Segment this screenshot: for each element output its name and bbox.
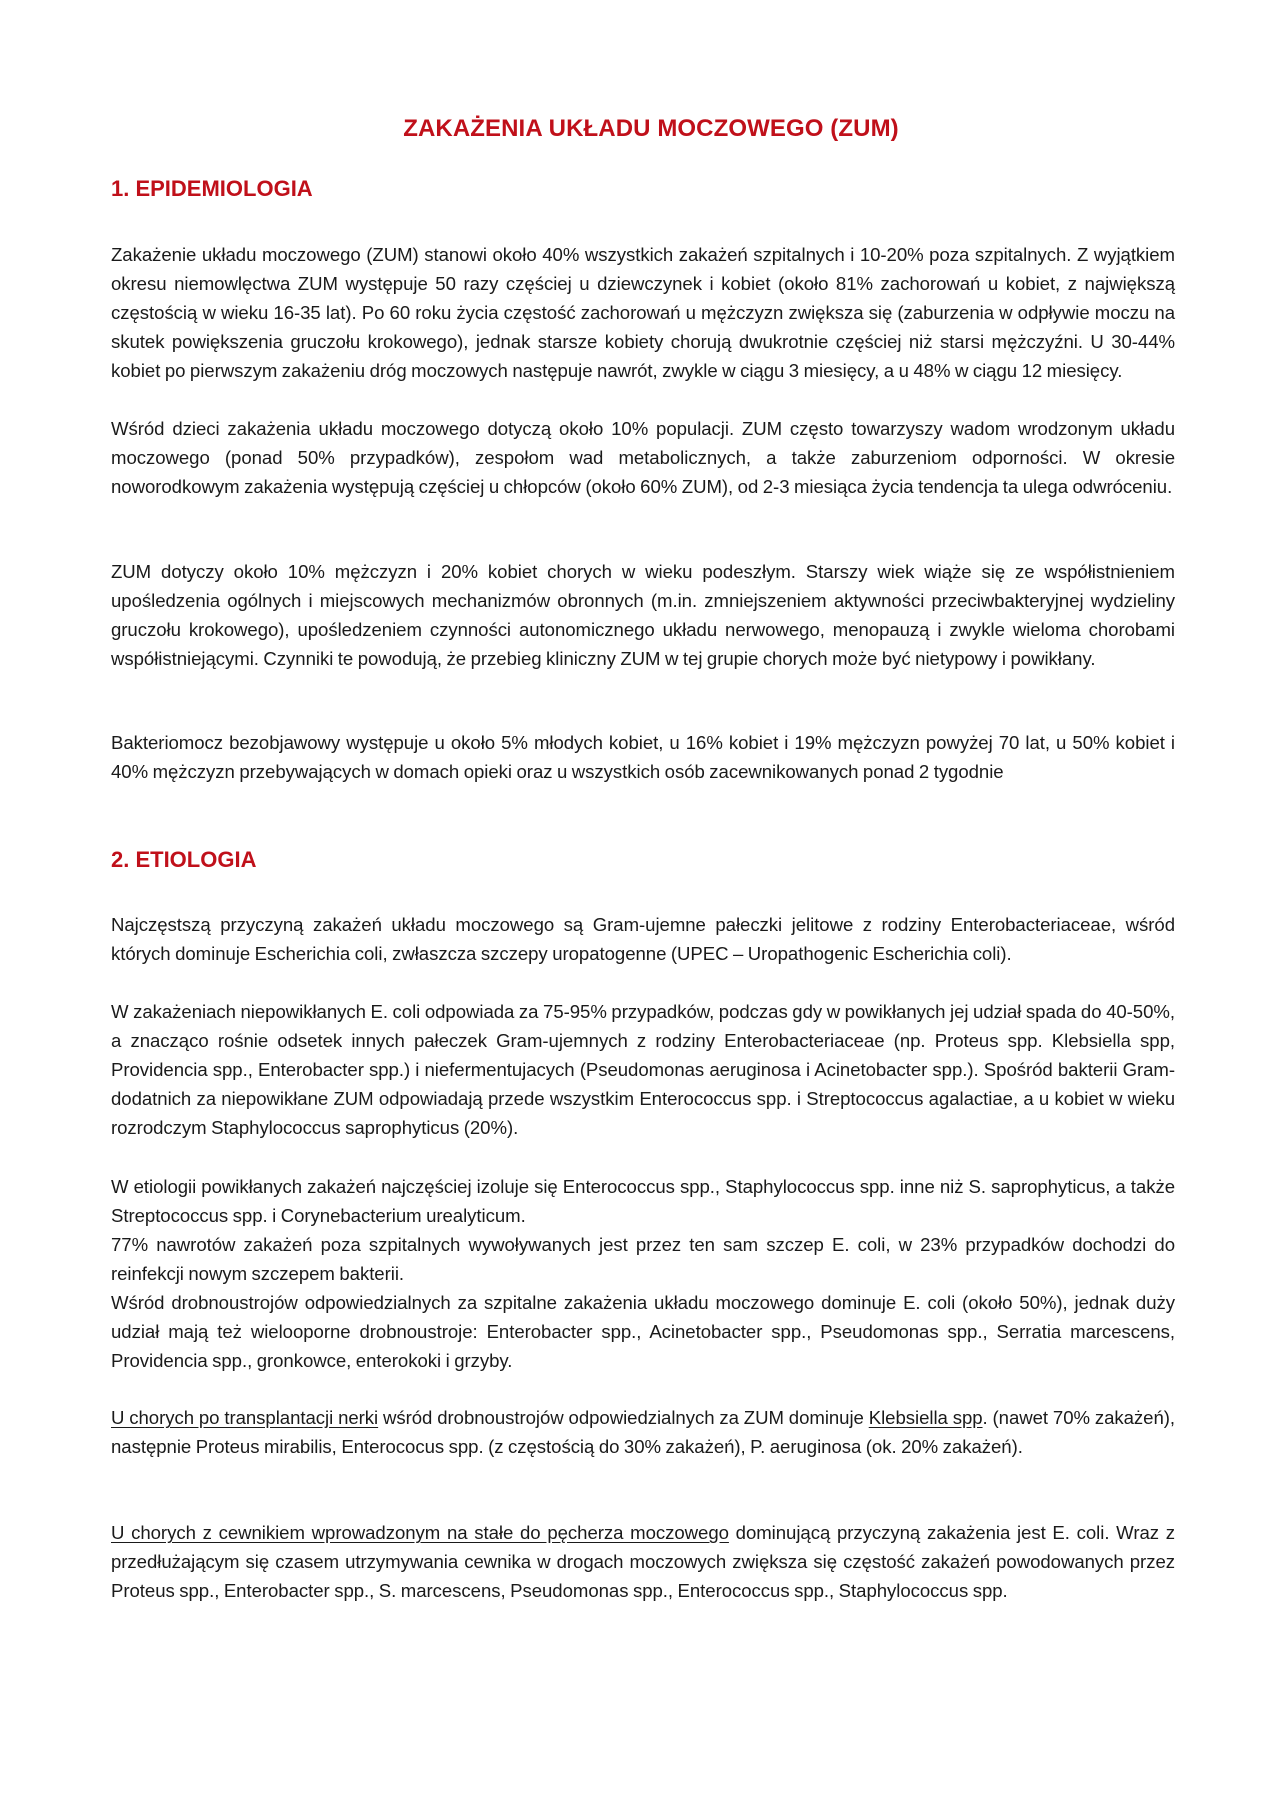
catheter-text-rest: dominującą przyczyną zakażenia jest E. coli. Wraz z przedłużającym się czasem utrzymywania cewnika w drogach moczowych zwiększa się częstość zakażeń powodowanych przez Proteus spp., Enterobacter spp., S. marcescens, Pseudomonas spp., Enterococcus spp., Staphylococcus spp. [111, 1522, 1175, 1602]
section-heading-etiologia: 2. ETIOLOGIA [111, 847, 257, 872]
paragraph-epidemiologia-2: Wśród dzieci zakażenia układu moczowego dotyczą około 10% populacji. ZUM często towarzyszy wadom wrodzonym układu moczowego (ponad 50% przypadków), zespołom wad metabolicznych, a także zaburzeniom odporności. W okresie noworodkowym zakażenia występują częściej u chłopców (około 60% ZUM), od 2-3 miesiąca życia tendencja ta ulega odwróceniu. [111, 418, 1175, 498]
section-heading-epidemiologia: 1. EPIDEMIOLOGIA [111, 176, 313, 201]
paragraph-etiologia-1: Najczęstszą przyczyną zakażeń układu moczowego są Gram-ujemne pałeczki jelitowe z rodziny Enterobacteriaceae, wśród których dominuje Escherichia coli, zwłaszcza szczepy uropatogenne (UPEC – Uropathogenic Escherichia coli). [111, 914, 1175, 965]
transplant-text-mid: wśród drobnoustrojów odpowiedzialnych za ZUM dominuje [378, 1407, 869, 1428]
paragraph-etiologia-2: W zakażeniach niepowikłanych E. coli odpowiada za 75-95% przypadków, podczas gdy w powikłanych jej udział spada do 40-50%, a znacząco rośnie odsetek innych pałeczek Gram-ujemnych z rodziny Enterobacteriaceae (np. Proteus spp. Klebsiella spp, Providencia spp., Enterobacter spp.) i niefermentujacych (Pseudomonas aeruginosa i Acinetobacter spp.). Spośród bakterii Gram-dodatnich za niepowikłane ZUM odpowiadają przede wszystkim Enterococcus spp. i Streptococcus agalactiae, a u kobiet w wieku rozrodczym Staphylococcus saprophyticus (20%). [111, 1001, 1175, 1139]
paragraph-etiologia-4: 77% nawrotów zakażeń poza szpitalnych wywoływanych jest przez ten sam szczep E. coli, w 23% przypadków dochodzi do reinfekcji nowym szczepem bakterii. [111, 1234, 1175, 1285]
transplant-underlined-intro: U chorych po transplantacji nerki [111, 1407, 379, 1428]
transplant-underlined-organism: Klebsiella spp [868, 1407, 983, 1428]
transplant-text-end: . (nawet 70% zakażeń), następnie Proteus mirabilis, Enterococus spp. (z częstością do 30% zakażeń), P. aeruginosa (ok. 20% zakażeń). [111, 1407, 1176, 1458]
paragraph-etiologia-3: W etiologii powikłanych zakażeń najczęściej izoluje się Enterococcus spp., Staphylococcus spp. inne niż S. saprophyticus, a także Streptococcus spp. i Corynebacterium urealyticum. [111, 1176, 1175, 1227]
paragraph-etiologia-5: Wśród drobnoustrojów odpowiedzialnych za szpitalne zakażenia układu moczowego dominuje E. coli (około 50%), jednak duży udział mają też wielooporne drobnoustroje: Enterobacter spp., Acinetobacter spp., Pseudomonas spp., Serratia marcescens, Providencia spp., gronkowce, enterokoki i grzyby. [111, 1292, 1175, 1372]
paragraph-epidemiologia-1: Zakażenie układu moczowego (ZUM) stanowi około 40% wszystkich zakażeń szpitalnych i 10-20% poza szpitalnych. Z wyjątkiem okresu niemowlęctwa ZUM występuje 50 razy częściej u dziewczynek i kobiet (około 81% zachorowań u kobiet, z największą częstością w wieku 16-35 lat). Po 60 roku życia częstość zachorowań u mężczyzn zwiększa się (zaburzenia w odpływie moczu na skutek powiększenia gruczołu krokowego), jednak starsze kobiety chorują dwukrotnie częściej niż starsi mężczyźni. U 30-44% kobiet po pierwszym zakażeniu dróg moczowych następuje nawrót, zwykle w ciągu 3 miesięcy, a u 48% w ciągu 12 miesięcy. [111, 244, 1175, 382]
paragraph-catheter [111, 1518, 1175, 1605]
paragraph-transplant [111, 1403, 1175, 1461]
document-title: ZAKAŻENIA UKŁADU MOCZOWEGO (ZUM) [403, 115, 899, 142]
catheter-underlined-intro: U chorych z cewnikiem wprowadzonym na stałe do pęcherza moczowego [111, 1522, 729, 1543]
paragraph-epidemiologia-4: Bakteriomocz bezobjawowy występuje u około 5% młodych kobiet, u 16% kobiet i 19% mężczyzn powyżej 70 lat, u 50% kobiet i 40% mężczyzn przebywających w domach opieki oraz u wszystkich osób zacewnikowanych ponad 2 tygodnie [111, 732, 1175, 783]
paragraph-epidemiologia-3: ZUM dotyczy około 10% mężczyzn i 20% kobiet chorych w wieku podeszłym. Starszy wiek wiąże się ze współistnieniem upośledzenia ogólnych i miejscowych mechanizmów obronnych (m.in. zmniejszeniem aktywności przeciwbakteryjnej wydzieliny gruczołu krokowego), upośledzeniem czynności autonomicznego układu nerwowego, menopauzą i zwykle wieloma chorobami współistniejącymi. Czynniki te powodują, że przebieg kliniczny ZUM w tej grupie chorych może być nietypowy i powikłany. [111, 561, 1175, 670]
